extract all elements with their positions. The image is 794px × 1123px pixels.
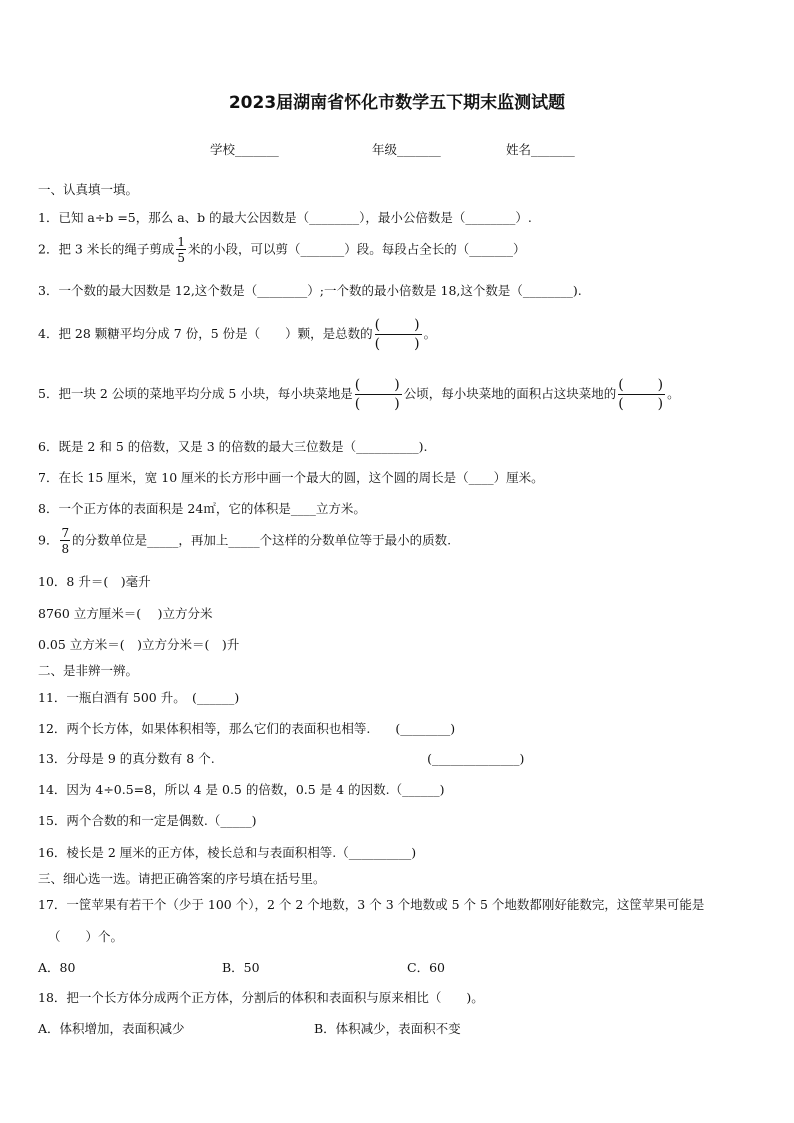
question-3: 3．一个数的最大因数是 12,这个数是（________）;一个数的最小倍数是 18,这个数是（________).: [38, 283, 582, 298]
question-14: 14．因为 4÷0.5=8，所以 4 是 0.5 的倍数，0.5 是 4 的因数.（______): [38, 782, 445, 797]
blank-fraction: [618, 376, 665, 413]
section-heading: 三、细心选一选。请把正确答案的序号填在括号里。: [38, 871, 326, 886]
blank-fraction: [375, 316, 422, 353]
blank-fraction: [355, 376, 402, 413]
blank-denominator: ( ): [374, 336, 422, 352]
question-11: 11．一瓶白酒有 500 升。 (______): [38, 690, 240, 705]
numerator: 7: [61, 526, 70, 540]
option-a: A．80: [38, 960, 76, 975]
page-title: 2023届湖南省怀化市数学五下期末监测试题: [228, 93, 566, 113]
question-text: 4．把 28 颗糖平均分成 7 份，5 份是（ ）颗，是总数的: [38, 326, 373, 341]
question-17-blank: （ ）个。: [48, 929, 124, 944]
blank-numerator: ( ): [618, 377, 666, 393]
denominator: 5: [177, 251, 185, 265]
question-text: 米的小段，可以剪（_______）段。每段占全长的（_______）: [188, 241, 526, 257]
question-13: 13．分母是 9 的真分数有 8 个. (______________): [38, 751, 525, 766]
denominator: 8: [61, 542, 70, 556]
question-17: 17．一筐苹果有若干个（少于 100 个），2 个 2 个地数，3 个 3 个地数或 5 个 5 个地数都刚好能数完，这筐苹果可能是: [38, 897, 705, 912]
blank-denominator: ( ): [354, 396, 402, 412]
question-text: 。: [423, 326, 437, 341]
question-1: 1．已知 a÷b =5，那么 a、b 的最大公因数是（________），最小公倍数是（________）.: [38, 210, 532, 225]
blank-numerator: ( ): [354, 377, 402, 393]
name-field: 姓名_______: [506, 142, 575, 157]
numerator: 1: [177, 235, 185, 249]
question-10c: 0.05 立方米＝( )立方分米＝( )升: [38, 637, 240, 652]
question-4: [38, 316, 436, 353]
blank-denominator: ( ): [618, 396, 666, 412]
question-15: 15．两个合数的和一定是偶数.（_____): [38, 813, 257, 828]
question-16: 16．棱长是 2 厘米的正方体，棱长总和与表面积相等.（__________): [38, 845, 417, 860]
question-2: [38, 236, 526, 264]
option-c: C．60: [407, 960, 445, 975]
question-18: 18．把一个长方体分成两个正方体，分割后的体积和表面积与原来相比（ )。: [38, 990, 484, 1005]
question-8: 8．一个正方体的表面积是 24㎡，它的体积是____立方米。: [38, 501, 366, 516]
option-a: A．体积增加，表面积减少: [38, 1021, 185, 1036]
option-b: B．50: [222, 960, 260, 975]
fraction: [176, 236, 186, 264]
question-text: 公顷，每小块菜地的面积占这块菜地的: [403, 386, 617, 401]
blank-numerator: ( ): [374, 317, 422, 333]
question-text: 的分数单位是_____，再加上_____个这样的分数单位等于最小的质数.: [72, 532, 452, 548]
fraction: [60, 527, 70, 555]
question-12: 12．两个长方体，如果体积相等，那么它们的表面积也相等. (________): [38, 721, 456, 736]
question-7: 7．在长 15 厘米，宽 10 厘米的长方形中画一个最大的圆，这个圆的周长是（____）厘米。: [38, 470, 544, 485]
question-text: 。: [667, 386, 680, 401]
option-b: B．体积减少，表面积不变: [314, 1021, 461, 1036]
question-10a: 10．8 升＝( )毫升: [38, 574, 151, 589]
question-10b: 8760 立方厘米＝( )立方分米: [38, 606, 213, 621]
question-6: 6．既是 2 和 5 的倍数，又是 3 的倍数的最大三位数是（__________).: [38, 439, 428, 454]
question-text: 9．: [38, 532, 59, 548]
school-field: 学校_______: [210, 142, 279, 157]
grade-field: 年级_______: [372, 142, 441, 157]
question-9: [38, 527, 451, 555]
section-heading: 二、是非辨一辨。: [38, 663, 139, 678]
question-5: [38, 376, 680, 413]
question-text: 5．把一块 2 公顷的菜地平均分成 5 小块，每小块菜地是: [38, 386, 353, 401]
section-heading: 一、认真填一填。: [38, 182, 139, 197]
question-text: 2．把 3 米长的绳子剪成: [38, 241, 175, 257]
